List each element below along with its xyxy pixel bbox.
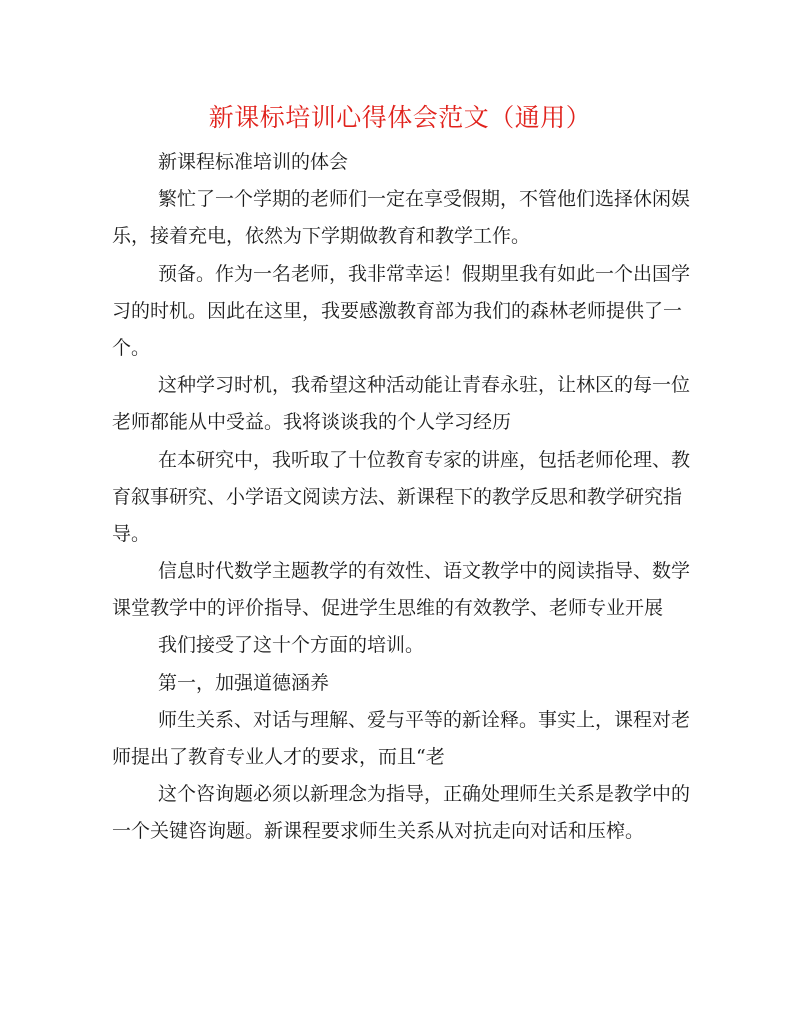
paragraph-10	[112, 776, 692, 850]
paragraph-7	[112, 627, 692, 664]
paragraph-line: 导。	[112, 522, 151, 545]
paragraph-8	[112, 665, 692, 702]
paragraph-line: 习的时机。因此在这里，我要感激教育部为我们的森林老师提供了一	[112, 299, 683, 322]
paragraph-2	[112, 181, 692, 255]
document-title: 新课标培训心得体会范文（通用）	[208, 103, 592, 132]
paragraph-1	[112, 144, 692, 181]
paragraph-4	[112, 367, 692, 441]
paragraph-line: 育叙事研究、小学语文阅读方法、新课程下的教学反思和教学研究指	[112, 485, 683, 508]
paragraph-5	[112, 442, 692, 554]
paragraph-9	[112, 702, 692, 776]
paragraph-line: 这个咨询题必须以新理念为指导，正确处理师生关系是教学中的	[158, 783, 691, 806]
paragraph-line: 新课程标准培训的体会	[158, 151, 349, 173]
paragraph-line: 我们接受了这十个方面的培训。	[158, 634, 425, 657]
paragraph-3	[112, 256, 692, 368]
paragraph-line: 第一，加强道德涵养	[158, 671, 330, 694]
paragraph-line: 一个关键咨询题。新课程要求师生关系从对抗走向对话和压榨。	[112, 820, 645, 843]
paragraph-line: 预备。作为一名老师，我非常幸运！假期里我有如此一个出国学	[158, 262, 691, 285]
document-body	[112, 144, 692, 851]
paragraph-line: 老师都能从中受益。我将谈谈我的个人学习经历	[112, 411, 512, 434]
paragraph-line: 师提出了教育专业人才的要求，而且“老	[112, 746, 445, 768]
paragraph-line: 个。	[112, 336, 151, 359]
paragraph-line: 在本研究中，我听取了十位教育专家的讲座，包括老师伦理、教	[158, 448, 691, 471]
paragraph-line: 这种学习时机，我希望这种活动能让青春永驻，让林区的每一位	[158, 374, 691, 397]
paragraph-line: 课堂教学中的评价指导、促进学生思维的有效教学、老师专业开展	[112, 597, 664, 620]
paragraph-line: 乐，接着充电，依然为下学期做教育和教学工作。	[112, 225, 531, 248]
paragraph-line: 繁忙了一个学期的老师们一定在享受假期，不管他们选择休闲娱	[158, 188, 691, 211]
paragraph-line: 师生关系、对话与理解、爱与平等的新诠释。事实上，课程对老	[158, 708, 691, 731]
paragraph-line: 信息时代数学主题教学的有效性、语文教学中的阅读指导、数学	[158, 560, 691, 583]
paragraph-6	[112, 553, 692, 627]
